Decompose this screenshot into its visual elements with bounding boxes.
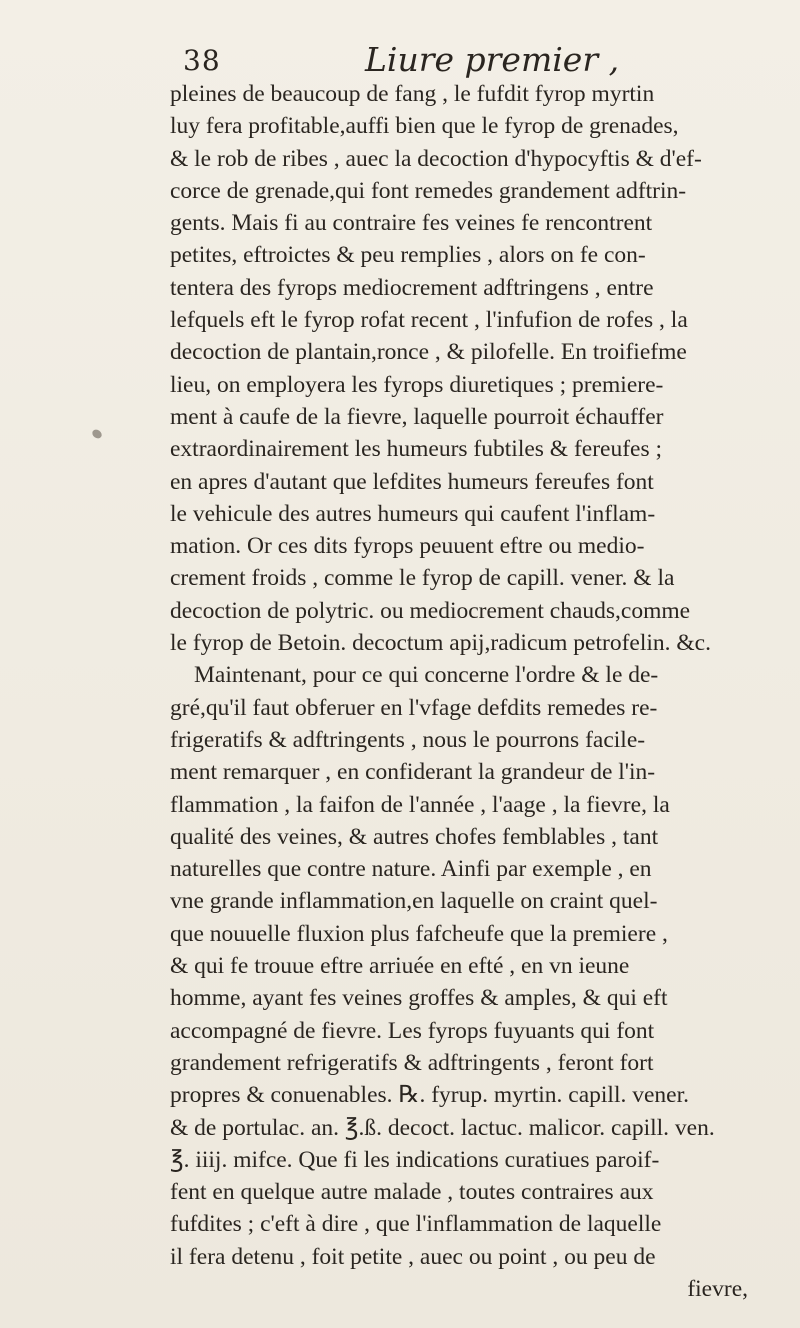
text-line: gents. Mais fi au contraire fes veines fe rencontrent	[170, 210, 653, 237]
text-line: ℥. iiij. mifce. Que fi les indications curatiues paroif-	[170, 1146, 660, 1173]
ink-stain	[91, 428, 104, 440]
text-line: qualité des veines, & autres chofes femblables , tant	[170, 823, 659, 850]
text-line: decoction de polytric. ou mediocrement chauds,comme	[170, 597, 691, 624]
page-number: 38	[183, 44, 221, 77]
text-line: vne grande inflammation,en laquelle on craint quel-	[170, 888, 658, 915]
text-line: crement froids , comme le fyrop de capill. vener. & la	[170, 565, 675, 592]
text-line: ment remarquer , en confiderant la grandeur de l'in-	[170, 759, 656, 786]
text-line: homme, ayant fes veines groffes & amples, & qui eft	[170, 985, 668, 1012]
text-line: que nouuelle fluxion plus fafcheufe que la premiere ,	[170, 920, 668, 947]
text-line: luy fera profitable,auffi bien que le fyrop de grenades,	[170, 113, 679, 140]
running-head: Liure premier ,	[365, 40, 620, 79]
text-line: en apres d'autant que lefdites humeurs fereufes font	[170, 468, 654, 495]
text-line: propres & conuenables. ℞. fyrup. myrtin. capill. vener.	[170, 1082, 689, 1109]
text-line: il fera detenu , foit petite , auec ou point , ou peu de	[170, 1243, 656, 1270]
text-line: & qui fe trouue eftre arriuée en efté , en vn ieune	[170, 953, 630, 980]
text-line: lieu, on employera les fyrops diuretiques ; premiere-	[170, 371, 664, 398]
text-line: & le rob de ribes , auec la decoction d'hypocyftis & d'ef-	[170, 145, 702, 172]
text-line: accompagné de fievre. Les fyrops fuyuants qui font	[170, 1017, 655, 1044]
text-line: ment à caufe de la fievre, laquelle pourroit échauffer	[170, 403, 664, 430]
text-line: extraordinairement les humeurs fubtiles & fereufes ;	[170, 436, 663, 463]
text-line: tentera des fyrops mediocrement adftringens , entre	[170, 274, 654, 301]
text-line: corce de grenade,qui font remedes grandement adftrin-	[170, 177, 687, 204]
text-line: fent en quelque autre malade , toutes contraires aux	[170, 1179, 654, 1206]
text-line: lefquels eft le fyrop rofat recent , l'infufion de rofes , la	[170, 307, 688, 334]
body-text	[170, 78, 760, 1305]
text-line: petites, eftroictes & peu remplies , alors on fe con-	[170, 242, 646, 269]
text-line: naturelles que contre nature. Ainfi par exemple , en	[170, 856, 652, 883]
text-line: flammation , la faifon de l'année , l'aage , la fievre, la	[170, 791, 670, 818]
text-line: gré,qu'il faut obferuer en l'vfage defdits remedes re-	[170, 694, 658, 721]
text-line: le vehicule des autres humeurs qui caufent l'inflam-	[170, 500, 656, 527]
text-line: & de portulac. an. ℥.ß. decoct. lactuc. malicor. capill. ven.	[170, 1114, 715, 1141]
text-line: pleines de beaucoup de fang , le fufdit fyrop myrtin	[170, 81, 655, 107]
text-line: mation. Or ces dits fyrops peuuent eftre ou medio-	[170, 533, 645, 560]
catchword: fievre,	[687, 1275, 748, 1302]
text-line: decoction de plantain,ronce , & pilofelle. En troifiefme	[170, 339, 687, 366]
paragraph-start-line: Maintenant, pour ce qui concerne l'ordre & le de-	[194, 662, 659, 689]
text-line: frigeratifs & adftringents , nous le pourrons facile-	[170, 726, 646, 753]
text-line: fufdites ; c'eft à dire , que l'inflammation de laquelle	[170, 1211, 662, 1238]
text-line: grandement refrigeratifs & adftringents , feront fort	[170, 1049, 654, 1076]
text-line: le fyrop de Betoin. decoctum apij,radicum petrofelin. &c.	[170, 630, 711, 657]
